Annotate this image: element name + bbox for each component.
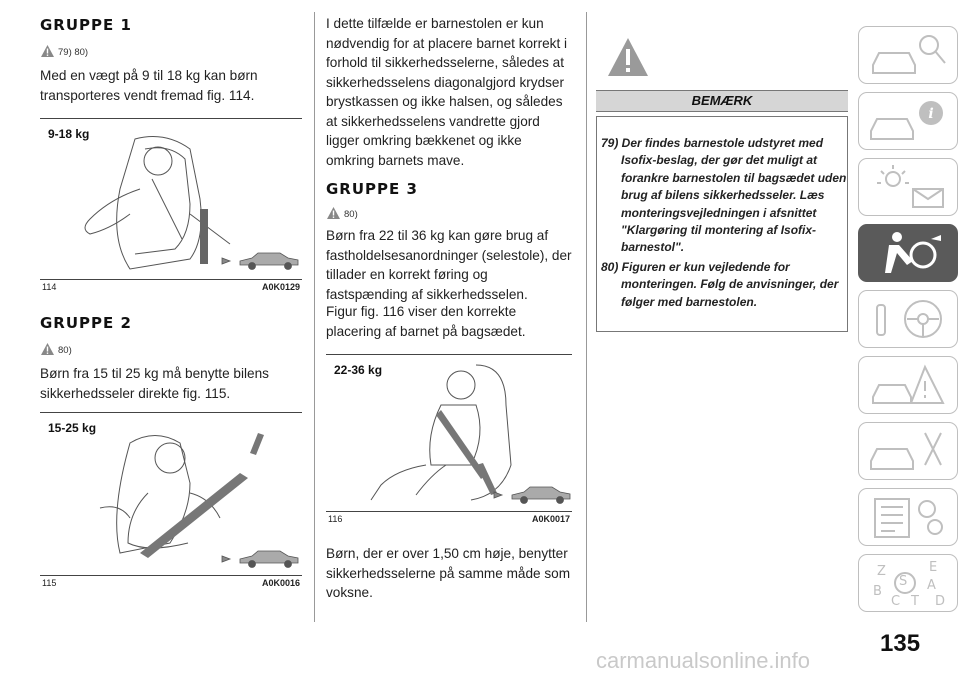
svg-text:C: C xyxy=(891,594,901,607)
svg-text:i: i xyxy=(928,106,934,122)
svg-text:A: A xyxy=(927,578,936,593)
figure-caption xyxy=(326,511,572,526)
belt-positioning-illustration xyxy=(326,355,572,511)
note-header: BEMÆRK xyxy=(596,90,848,112)
tab-key-steering-wheel[interactable] xyxy=(858,290,958,348)
figure-115 xyxy=(40,412,302,590)
figure-weight-label: 15-25 kg xyxy=(48,421,97,435)
column-divider xyxy=(314,12,315,622)
page-number: 135 xyxy=(880,630,921,657)
figure-number: 114 xyxy=(42,282,57,292)
heading-gruppe-3: GRUPPE 3 xyxy=(326,180,418,198)
figure-weight-label: 22-36 kg xyxy=(334,363,383,377)
figure-number: 116 xyxy=(328,514,343,524)
figure-114 xyxy=(40,118,302,294)
tab-warning-lights[interactable] xyxy=(858,158,958,216)
car-side-icon xyxy=(222,551,298,568)
key-steering-wheel-icon xyxy=(867,295,949,343)
specs-gear-icon xyxy=(867,493,949,541)
car-info-icon xyxy=(867,97,949,145)
warning-lights-icon xyxy=(867,163,949,211)
warning-ref-text: 80) xyxy=(58,345,72,356)
warning-triangle-icon xyxy=(40,44,55,58)
note-box xyxy=(596,116,848,332)
tab-airbag-safety[interactable] xyxy=(858,224,958,282)
car-tools-icon xyxy=(867,427,949,475)
warning-triangle-icon xyxy=(326,206,341,220)
paragraph-figure-ref: Figur fig. 116 viser den korrekte placering af barnet på bagsædet. xyxy=(326,304,526,339)
paragraph-gruppe-1: Med en vægt på 9 til 18 kg kan børn transporteres vendt fremad fig. 114. xyxy=(40,68,258,103)
note-80: 80) Figuren er kun vejledende for monteringen. Følg de anvisninger, der følger med barnestolen. xyxy=(601,259,839,309)
paragraph-gruppe-3: Børn fra 22 til 36 kg kan gøre brug af fastholdelsesanordninger (selestole), der tillader en korrekt føring og fastspænding af sikkerhedsselen. xyxy=(326,228,572,302)
tab-car-crash[interactable] xyxy=(858,356,958,414)
svg-text:E: E xyxy=(929,560,938,575)
index-letters-icon xyxy=(867,559,949,607)
car-side-icon xyxy=(494,487,570,504)
figure-number: 115 xyxy=(42,578,57,588)
svg-text:D: D xyxy=(935,594,946,607)
figure-code: A0K0016 xyxy=(261,578,300,588)
tab-car-search[interactable] xyxy=(858,26,958,84)
warning-ref-3 xyxy=(326,204,358,220)
booster-seat-illustration xyxy=(40,413,302,575)
car-side-icon xyxy=(222,253,298,270)
car-search-icon xyxy=(867,31,949,79)
warning-ref-text: 79) 80) xyxy=(58,47,89,58)
figure-caption xyxy=(40,575,302,590)
car-crash-icon xyxy=(867,361,949,409)
heading-gruppe-1: GRUPPE 1 xyxy=(40,16,132,34)
watermark: carmanualsonline.info xyxy=(596,648,811,673)
heading-gruppe-2: GRUPPE 2 xyxy=(40,314,132,332)
paragraph-placement: I dette tilfælde er barnestolen er kun nødvendig for at placere barnet korrekt i forhold til sikkerhedsselerne, således at sikkerhedsselens diagonalgjord krydser brystkassen og ikke halsen, og således at sikkerhedsselens vandrette gjord ligger omkring bækkenet og ikke omkring barnets mave. xyxy=(326,16,568,168)
paragraph-gruppe-2: Børn fra 15 til 25 kg må benytte bilens sikkerhedsseler direkte fig. 115. xyxy=(40,366,269,401)
tab-car-tools[interactable] xyxy=(858,422,958,480)
warning-ref-2 xyxy=(40,340,72,356)
child-seat-forward-illustration xyxy=(40,119,302,279)
figure-code: A0K0017 xyxy=(531,514,570,524)
figure-code: A0K0129 xyxy=(261,282,300,292)
warning-triangle-icon xyxy=(40,342,55,356)
svg-text:T: T xyxy=(911,594,919,607)
svg-text:Z: Z xyxy=(877,564,886,579)
column-divider xyxy=(586,12,587,622)
tab-index[interactable] xyxy=(858,554,958,612)
svg-text:B: B xyxy=(873,584,882,599)
figure-weight-label: 9-18 kg xyxy=(48,127,90,141)
warning-ref-text: 80) xyxy=(344,209,358,220)
figure-116 xyxy=(326,354,572,526)
figure-caption xyxy=(40,279,302,294)
warning-triangle-icon xyxy=(606,36,650,80)
tab-specs-gear[interactable] xyxy=(858,488,958,546)
svg-text:S: S xyxy=(899,574,908,589)
warning-ref-1 xyxy=(40,42,88,58)
paragraph-adult-belts: Børn, der er over 1,50 cm høje, benytter sikkerhedsselerne på samme måde som voksne. xyxy=(326,546,571,600)
airbag-safety-icon xyxy=(867,229,949,277)
note-79: 79) Der findes barnestole udstyret med Isofix-beslag, der gør det muligt at forankre barnestolen til bagsædet uden brug af bilens sikkerhedsseler. Læs monteringsvejledningen i afsnittet "Klargøring til montering af Isofix-barnestol". xyxy=(601,136,847,255)
tab-car-info[interactable] xyxy=(858,92,958,150)
